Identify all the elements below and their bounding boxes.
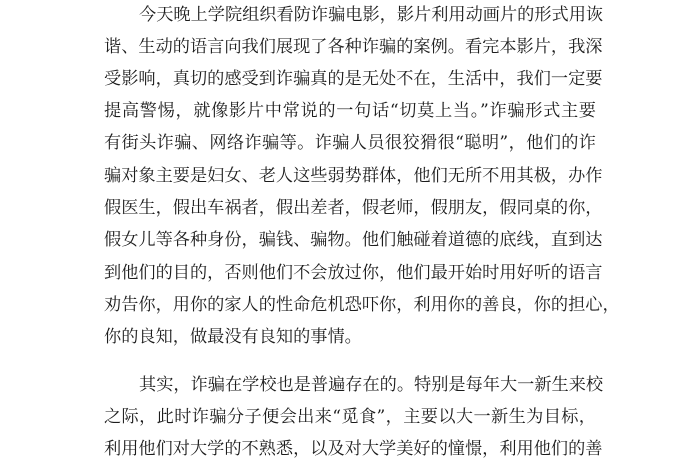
paragraph-1-line-2: 谐、生动的语言向我们展现了各种诈骗的案例。看完本影片，我深 — [104, 37, 603, 57]
paragraph-1-line-10: 劝告你，用你的家人的性命危机恐吓你，利用你的善良，你的担心， — [104, 295, 620, 315]
paragraph-2-line-1: 其实，诈骗在学校也是普遍存在的。特别是每年大一新生来校 — [139, 375, 604, 395]
paragraph-1-line-6: 骗对象主要是妇女、老人这些弱势群体，他们无所不用其极，办作 — [104, 166, 603, 186]
paragraph-1-line-5: 有街头诈骗、网络诈骗等。诈骗人员很狡猾很“聪明”，他们的诈 — [104, 133, 596, 153]
paragraph-1-line-1: 今天晚上学院组织看防诈骗电影，影片利用动画片的形式用诙 — [139, 5, 604, 25]
paragraph-1-line-3: 受影响，真切的感受到诈骗真的是无处不在，生活中，我们一定要 — [104, 69, 603, 89]
paragraph-1-line-7: 假医生，假出车祸者，假出差者，假老师，假朋友，假同桌的你， — [104, 198, 603, 218]
paragraph-2-line-2: 之际，此时诈骗分子便会出来“觅食”，主要以大一新生为目标， — [104, 407, 596, 427]
paragraph-1-line-9: 到他们的目的，否则他们不会放过你，他们最开始时用好听的语言 — [104, 263, 603, 283]
paragraph-1-line-4: 提高警惕，就像影片中常说的一句话“切莫上当。”诈骗形式主要 — [104, 101, 596, 121]
paragraph-2-line-3: 利用他们对大学的不熟悉，以及对大学美好的憧憬，利用他们的善 — [104, 439, 603, 459]
paragraph-1-line-8: 假女儿等各种身份，骗钱、骗物。他们触碰着道德的底线，直到达 — [104, 230, 603, 250]
paragraph-1-line-11: 你的良知，做最没有良知的事情。 — [104, 327, 362, 347]
